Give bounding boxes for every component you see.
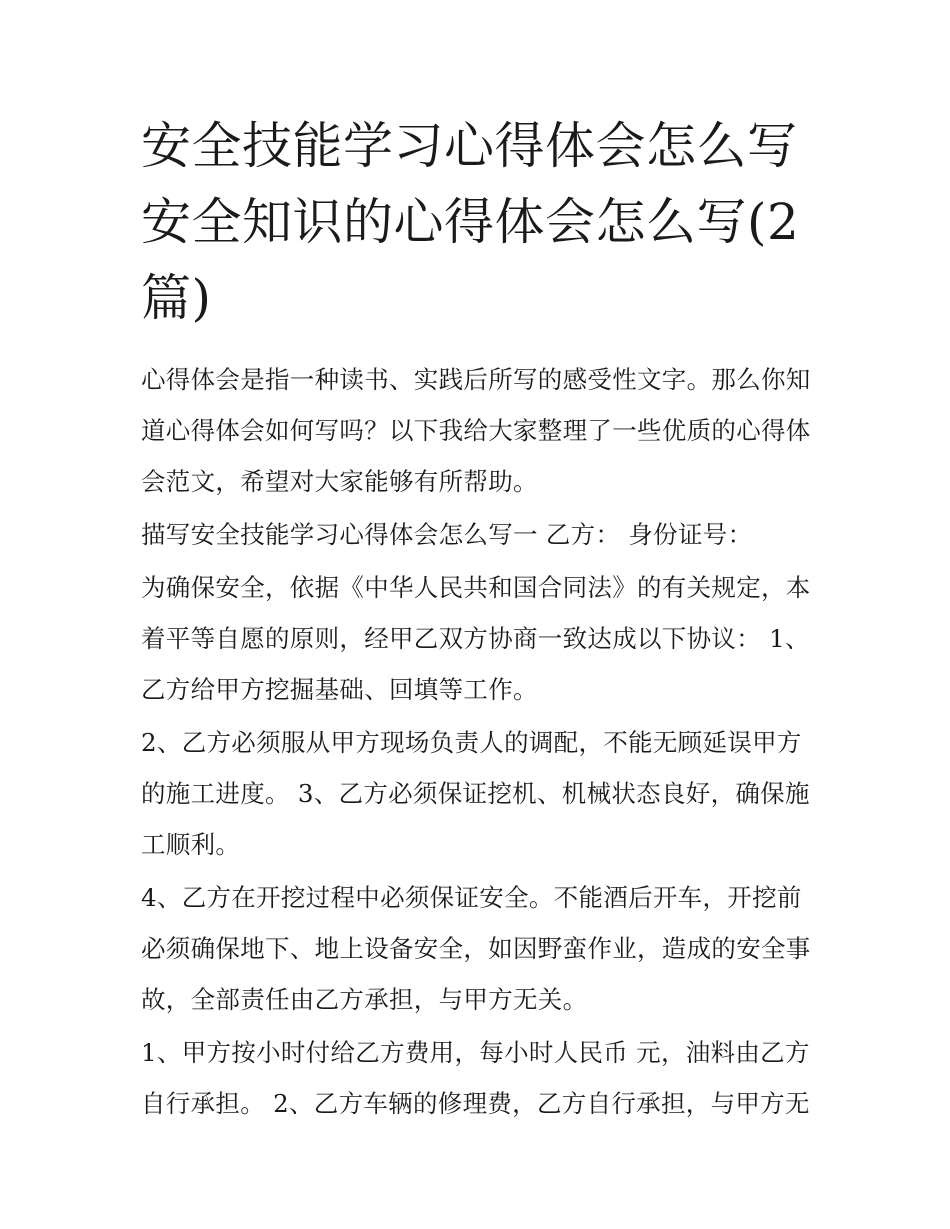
document-title: 安全技能学习心得体会怎么写安全知识的心得体会怎么写(2篇) xyxy=(141,117,800,327)
document-body xyxy=(141,108,816,1129)
paragraph-clause-4: 4、乙方在开挖过程中必须保证安全。不能酒后开车，开挖前必须确保地下、地上设备安全，如因野蛮作业，造成的安全事故，全部责任由乙方承担，与甲方无关。 xyxy=(141,883,811,1014)
paragraph-clause-2-3: 2、乙方必须服从甲方现场负责人的调配，不能无顾延误甲方的施工进度。 3、乙方必须保证挖机、机械状态良好，确保施工顺利。 xyxy=(141,728,810,859)
paragraph-intro: 心得体会是指一种读书、实践后所写的感受性文字。那么你知道心得体会如何写吗？以下我给大家整理了一些优质的心得体会范文，希望对大家能够有所帮助。 xyxy=(141,365,811,496)
paragraph-agreement-preamble: 为确保安全，依据《中华人民共和国合同法》的有关规定，本着平等自愿的原则，经甲乙双方协商一致达成以下协议： 1、乙方给甲方挖掘基础、回填等工作。 xyxy=(141,573,811,704)
paragraph-payment-clauses: 1、甲方按小时付给乙方费用，每小时人民币 元，油料由乙方自行承担。 2、乙方车辆的修理费，乙方自行承担，与甲方无 xyxy=(141,1038,810,1118)
paragraph-section-heading: 描写安全技能学习心得体会怎么写一 乙方： 身份证号： xyxy=(141,520,753,549)
